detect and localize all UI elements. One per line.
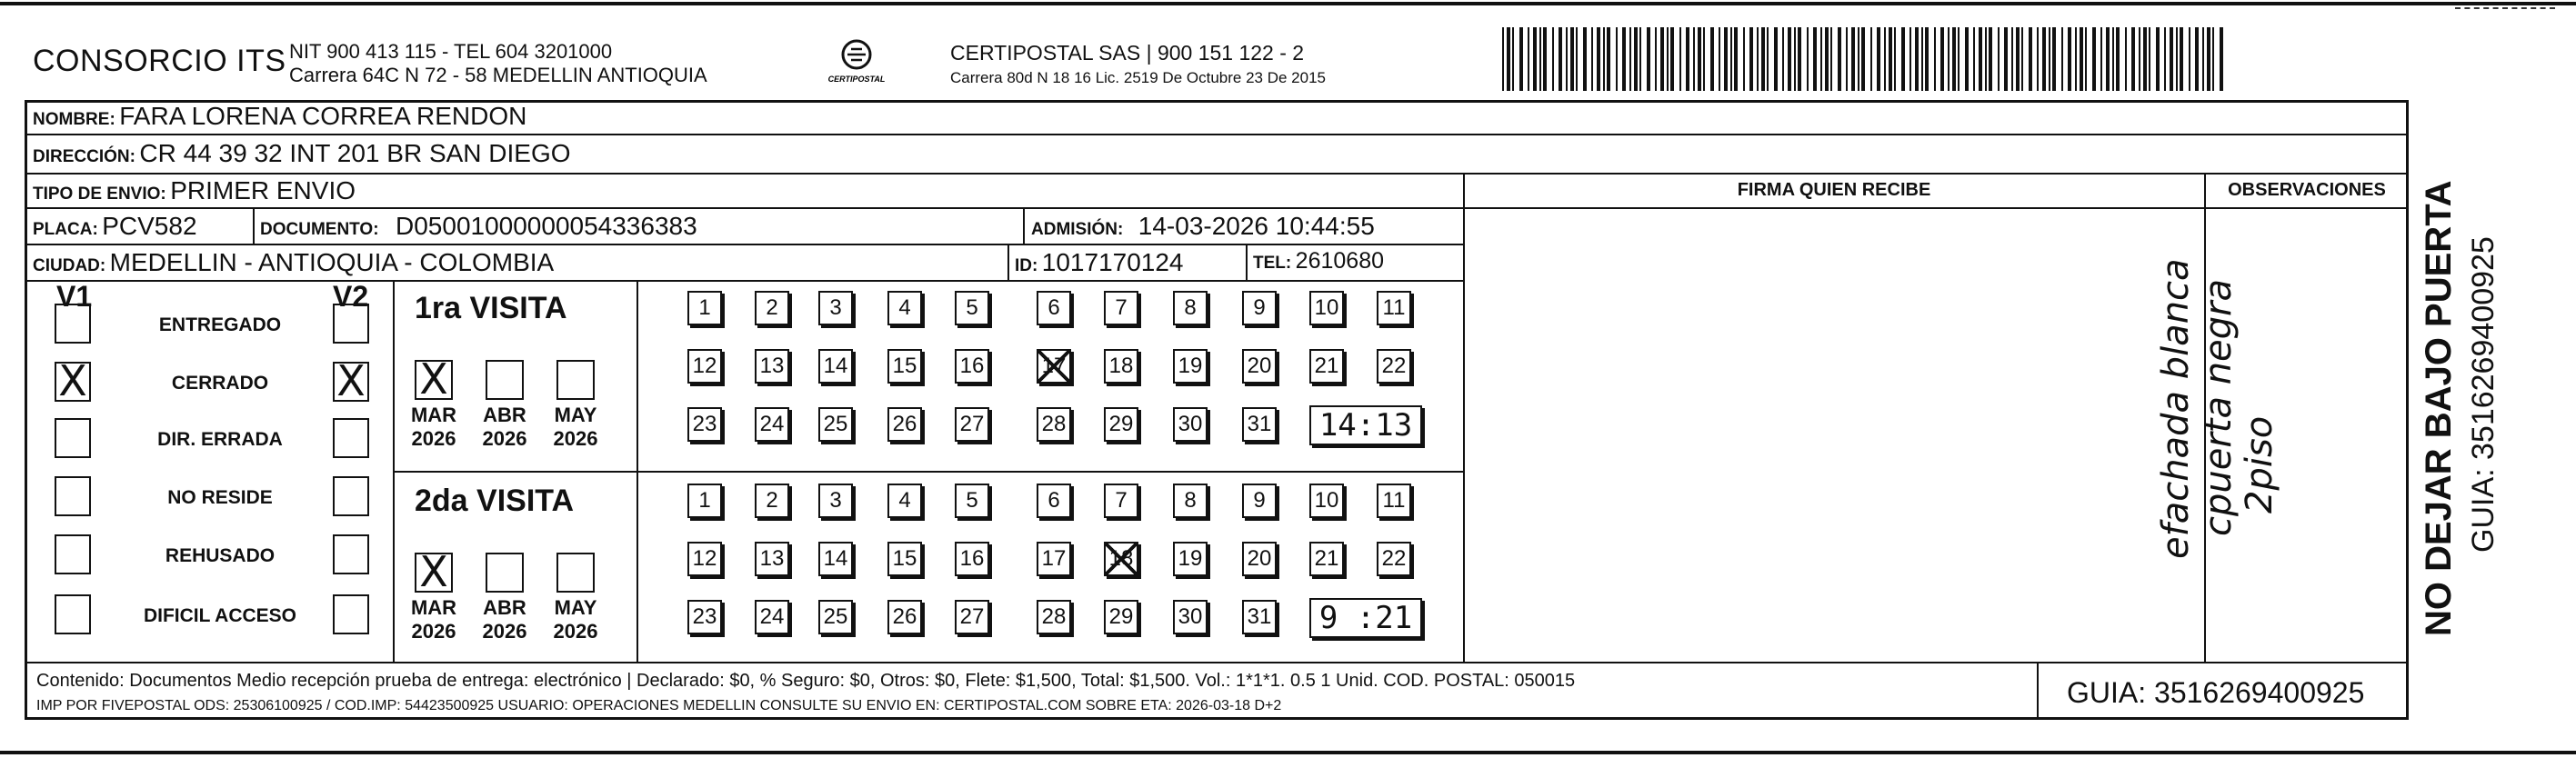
status-v2-checkbox[interactable] [333, 418, 369, 458]
rule [25, 280, 1464, 282]
day-box[interactable]: 12 [687, 349, 722, 384]
day-box[interactable]: 28 [1037, 407, 1071, 442]
rule [25, 244, 1464, 245]
rule [25, 173, 2409, 175]
rule [393, 471, 1464, 473]
visit-title: 1ra VISITA [415, 291, 567, 325]
obs-line-3: 2piso [2239, 415, 2280, 514]
day-box[interactable]: 3 [818, 291, 853, 325]
type-label: TIPO DE ENVIO: [33, 185, 166, 204]
id-field [1015, 248, 1184, 277]
footer-guia: GUIA: 3516269400925 [2067, 676, 2365, 709]
day-box[interactable]: 17 [1037, 542, 1071, 576]
day-box[interactable]: 20 [1242, 542, 1277, 576]
id-label: ID: [1015, 256, 1038, 275]
visit-time[interactable]: 9 :21 [1309, 598, 1422, 638]
day-box[interactable]: 24 [755, 407, 789, 442]
day-box[interactable]: 2 [755, 484, 789, 518]
observations-handwriting [2155, 227, 2326, 645]
month-checkbox[interactable] [556, 360, 595, 400]
month-label: MAR [410, 404, 457, 426]
visit-time[interactable]: 14:13 [1309, 405, 1422, 445]
top-border [0, 2, 2576, 5]
day-box[interactable]: 28 [1037, 600, 1071, 634]
id-value: 1017170124 [1041, 248, 1184, 276]
status-v1-checkbox[interactable] [55, 476, 91, 516]
obs-line-1: efachada blanca [2155, 258, 2197, 559]
day-box[interactable]: 18 [1104, 349, 1138, 384]
logo-text: CERTIPOSTAL [827, 75, 886, 84]
status-label: DIFICIL ACCESO [143, 605, 296, 626]
city-label: CIUDAD: [33, 256, 106, 275]
day-box[interactable]: 9 [1242, 291, 1277, 325]
status-v2-checkbox[interactable]: X [333, 362, 369, 402]
city-field [33, 248, 554, 277]
year-label: 2026 [411, 427, 456, 450]
day-box[interactable]: 7 [1104, 484, 1138, 518]
day-box[interactable]: 26 [887, 407, 922, 442]
obs-line-2: cpuerta negra [2198, 278, 2240, 536]
status-label: REHUSADO [165, 545, 276, 566]
day-box[interactable]: 29 [1104, 600, 1138, 634]
month-label: ABR [483, 404, 526, 426]
day-box[interactable]: 31 [1242, 407, 1277, 442]
day-box[interactable]: 19 [1173, 349, 1208, 384]
barcode [1502, 27, 2228, 91]
rule [1007, 244, 1009, 280]
day-box[interactable]: 1 [687, 291, 722, 325]
recipient-name: FARA LORENA CORREA RENDON [119, 102, 527, 130]
day-box[interactable]: 4 [887, 484, 922, 518]
day-box[interactable]: 26 [887, 600, 922, 634]
day-box[interactable]: 13 [755, 349, 789, 384]
month-label: ABR [483, 596, 526, 619]
status-label: CERRADO [171, 373, 269, 394]
document-label: DOCUMENTO: [260, 220, 379, 239]
day-box[interactable]: 2 [755, 291, 789, 325]
city-value: MEDELLIN - ANTIOQUIA - COLOMBIA [109, 248, 555, 276]
rule [1246, 244, 1248, 280]
rule [25, 134, 2409, 135]
observations-header: OBSERVACIONES [2228, 180, 2386, 200]
day-box[interactable]: 4 [887, 291, 922, 325]
side-guia: GUIA: 3516269400925 [2466, 236, 2501, 553]
address-row [33, 139, 571, 168]
day-box[interactable]: 3 [818, 484, 853, 518]
day-box[interactable]: 23 [687, 600, 722, 634]
year-label: 2026 [482, 427, 527, 450]
day-box[interactable]: 5 [955, 484, 989, 518]
plate-label: PLACA: [33, 220, 98, 239]
day-box[interactable]: 1 [687, 484, 722, 518]
day-box[interactable]: 10 [1309, 291, 1344, 325]
admission-value: 14-03-2026 10:44:55 [1138, 212, 1375, 240]
recipient-address: CR 44 39 32 INT 201 BR SAN DIEGO [139, 139, 571, 167]
day-box[interactable]: 10 [1309, 484, 1344, 518]
day-box[interactable]: 22 [1377, 349, 1411, 384]
corner-mark [2455, 7, 2555, 11]
month-label: MAR [410, 596, 457, 619]
rule [1463, 207, 2409, 209]
year-label: 2026 [553, 427, 598, 450]
day-box[interactable]: 9 [1242, 484, 1277, 518]
day-box[interactable]: 5 [955, 291, 989, 325]
day-box[interactable]: 15 [887, 542, 922, 576]
rule [253, 207, 255, 244]
rule [1023, 207, 1025, 244]
plate-value: PCV582 [102, 212, 197, 240]
day-box[interactable]: 21 [1309, 542, 1344, 576]
day-box[interactable]: 23 [687, 407, 722, 442]
status-label: ENTREGADO [158, 314, 282, 335]
day-box-marked[interactable]: 17 [1037, 349, 1071, 384]
status-v2-checkbox[interactable] [333, 476, 369, 516]
month-checkbox[interactable]: X [415, 553, 453, 593]
status-label: NO RESIDE [167, 487, 273, 508]
month-label: MAY [554, 404, 597, 426]
day-box[interactable]: 16 [955, 542, 989, 576]
month-checkbox[interactable] [486, 360, 524, 400]
shipment-type: PRIMER ENVIO [170, 176, 356, 204]
month-checkbox[interactable] [486, 553, 524, 593]
day-box[interactable]: 20 [1242, 349, 1277, 384]
day-box[interactable]: 6 [1037, 484, 1071, 518]
month-checkbox[interactable] [556, 553, 595, 593]
status-v1-checkbox[interactable] [55, 418, 91, 458]
status-v2-checkbox[interactable] [333, 534, 369, 574]
certipostal-logo [827, 35, 886, 93]
rule [2037, 662, 2039, 720]
footer-print-info: IMP POR FIVEPOSTAL ODS: 25306100925 / COD.IMP: 54423500925 USUARIO: OPERACIONES MEDELLIN CONSULTE SU ENVIO EN: CERTIPOSTAL.COM SOBRE ETA: 2026-03-18 D+2 [36, 698, 1282, 713]
status-v2-checkbox[interactable] [333, 594, 369, 634]
day-box[interactable]: 31 [1242, 600, 1277, 634]
document-field [260, 212, 697, 241]
admission-field [1031, 212, 1375, 241]
day-box[interactable]: 11 [1377, 484, 1411, 518]
month-checkbox[interactable]: X [415, 360, 453, 400]
day-box[interactable]: 15 [887, 349, 922, 384]
brand-name: CONSORCIO ITS [33, 44, 286, 78]
type-row [33, 176, 356, 205]
day-box[interactable]: 30 [1173, 407, 1208, 442]
day-box[interactable]: 21 [1309, 349, 1344, 384]
status-v1-checkbox[interactable] [55, 534, 91, 574]
day-box[interactable]: 8 [1173, 291, 1208, 325]
day-box[interactable]: 30 [1173, 600, 1208, 634]
nit-line: NIT 900 413 115 - TEL 604 3201000 [289, 40, 613, 63]
day-box[interactable]: 24 [755, 600, 789, 634]
day-box[interactable]: 8 [1173, 484, 1208, 518]
day-box[interactable]: 27 [955, 407, 989, 442]
year-label: 2026 [411, 620, 456, 643]
courier-line: CERTIPOSTAL SAS | 900 151 122 - 2 [950, 41, 1305, 65]
bottom-border [0, 751, 2576, 754]
tel-field [1253, 248, 1384, 274]
company-info [289, 40, 707, 87]
plate-field [33, 212, 197, 241]
day-box[interactable]: 13 [755, 542, 789, 576]
day-box[interactable]: 7 [1104, 291, 1138, 325]
day-box[interactable]: 22 [1377, 542, 1411, 576]
visit-title: 2da VISITA [415, 484, 575, 518]
status-v1-checkbox[interactable] [55, 594, 91, 634]
side-warning: NO DEJAR BAJO PUERTA [2419, 180, 2459, 636]
status-v2-checkbox[interactable] [333, 304, 369, 344]
day-box[interactable]: 25 [818, 407, 853, 442]
company-address: Carrera 64C N 72 - 58 MEDELLIN ANTIOQUIA [289, 64, 707, 86]
status-v1-checkbox[interactable] [55, 304, 91, 344]
day-box[interactable]: 29 [1104, 407, 1138, 442]
rule [25, 662, 2409, 663]
day-box-marked[interactable]: 18 [1104, 542, 1138, 576]
courier-license: Carrera 80d N 18 16 Lic. 2519 De Octubre 23 De 2015 [950, 69, 1326, 86]
day-box[interactable]: 6 [1037, 291, 1071, 325]
day-box[interactable]: 11 [1377, 291, 1411, 325]
status-label: DIR. ERRADA [157, 429, 283, 450]
tel-value: 2610680 [1295, 248, 1384, 274]
month-label: MAY [554, 596, 597, 619]
name-row [33, 102, 526, 131]
address-label: DIRECCIÓN: [33, 147, 135, 166]
tel-label: TEL: [1253, 254, 1292, 273]
year-label: 2026 [553, 620, 598, 643]
day-box[interactable]: 25 [818, 600, 853, 634]
v2-header: V2 [333, 280, 369, 313]
day-box[interactable]: 12 [687, 542, 722, 576]
signature-header: FIRMA QUIEN RECIBE [1737, 180, 1931, 200]
courier-info [950, 40, 1326, 91]
year-label: 2026 [482, 620, 527, 643]
day-box[interactable]: 14 [818, 349, 853, 384]
status-v1-checkbox[interactable]: X [55, 362, 91, 402]
name-label: NOMBRE: [33, 110, 115, 129]
day-box[interactable]: 27 [955, 600, 989, 634]
rule [1463, 173, 1465, 662]
document-value: D05001000000054336383 [396, 212, 697, 240]
admission-label: ADMISIÓN: [1031, 220, 1124, 239]
day-box[interactable]: 19 [1173, 542, 1208, 576]
footer-contents: Contenido: Documentos Medio recepción prueba de entrega: electrónico | Declarado: $0, % Seguro: $0, Otros: $0, Flete: $1,500, Total: $1,500. Vol.: 1*1*1. 0.5 1 Unid. COD. POSTAL: 050015 [36, 671, 1576, 691]
v1-header: V1 [56, 280, 93, 313]
day-box[interactable]: 14 [818, 542, 853, 576]
day-box[interactable]: 16 [955, 349, 989, 384]
